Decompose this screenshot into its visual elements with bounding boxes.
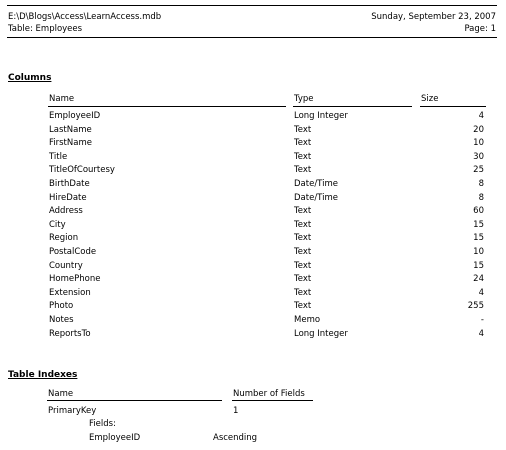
column-size-cell: 25 [473, 165, 484, 175]
column-type-cell: Long Integer [294, 111, 348, 121]
column-type-cell: Text [294, 233, 312, 243]
column-size-cell: 60 [473, 206, 484, 216]
index-field-name: EmployeeID [89, 433, 141, 443]
column-size-cell: 10 [473, 138, 484, 148]
column-type-cell: Text [294, 274, 312, 284]
column-size-cell: 4 [478, 288, 484, 298]
column-size-cell: - [480, 315, 484, 325]
column-type-cell: Text [294, 152, 312, 162]
indexes-section-title: Table Indexes [8, 370, 78, 380]
column-type-cell: Date/Time [294, 179, 338, 189]
index-field-order: Ascending [213, 433, 258, 443]
page-number: Page: 1 [464, 24, 496, 34]
column-size-cell: 4 [478, 329, 484, 339]
column-name-cell: BirthDate [49, 179, 90, 189]
column-name-cell: Title [49, 152, 68, 162]
column-size-cell: 24 [473, 274, 484, 284]
table-name: Table: Employees [8, 24, 83, 34]
database-path: E:\D\Blogs\Access\LearnAccess.mdb [8, 12, 162, 22]
index-name: PrimaryKey [48, 406, 97, 416]
column-name-cell: Country [49, 261, 83, 271]
column-size-cell: 15 [473, 220, 484, 230]
column-type-cell: Text [294, 288, 312, 298]
column-type-cell: Text [294, 125, 312, 135]
column-type-cell: Text [294, 220, 312, 230]
columns-section-title: Columns [8, 73, 52, 83]
indexes-header-name: Name [48, 389, 74, 399]
indexes-header-fields: Number of Fields [233, 389, 305, 399]
column-type-cell: Date/Time [294, 193, 338, 203]
column-size-cell: 30 [473, 152, 484, 162]
column-name-cell: EmployeeID [49, 111, 101, 121]
column-size-cell: 10 [473, 247, 484, 257]
column-size-cell: 20 [473, 125, 484, 135]
column-name-cell: City [49, 220, 66, 230]
column-size-cell: 8 [478, 179, 484, 189]
column-type-cell: Text [294, 206, 312, 216]
column-size-cell: 4 [478, 111, 484, 121]
columns-header-name: Name [49, 94, 75, 104]
columns-header-rule-name [48, 106, 286, 107]
column-type-cell: Memo [294, 315, 321, 325]
header-bottom-rule [7, 37, 497, 38]
column-type-cell: Text [294, 165, 312, 175]
column-name-cell: FirstName [49, 138, 92, 148]
column-type-cell: Long Integer [294, 329, 348, 339]
index-fields-label: Fields: [89, 419, 116, 429]
column-name-cell: Notes [49, 315, 74, 325]
indexes-header-rule-name [47, 400, 222, 401]
column-type-cell: Text [294, 138, 312, 148]
column-type-cell: Text [294, 301, 312, 311]
columns-header-rule-type [293, 106, 412, 107]
column-size-cell: 255 [467, 301, 484, 311]
columns-header-rule-size [420, 106, 486, 107]
column-type-cell: Text [294, 247, 312, 257]
column-name-cell: LastName [49, 125, 92, 135]
report-date: Sunday, September 23, 2007 [371, 12, 496, 22]
columns-header-size: Size [421, 94, 439, 104]
column-name-cell: Extension [49, 288, 91, 298]
column-name-cell: HomePhone [49, 274, 101, 284]
column-name-cell: ReportsTo [49, 329, 91, 339]
column-name-cell: Region [49, 233, 79, 243]
column-name-cell: Address [49, 206, 83, 216]
column-size-cell: 15 [473, 233, 484, 243]
index-field-count: 1 [233, 406, 239, 416]
columns-header-type: Type [294, 94, 314, 104]
column-size-cell: 15 [473, 261, 484, 271]
column-name-cell: Photo [49, 301, 74, 311]
column-name-cell: HireDate [49, 193, 87, 203]
column-type-cell: Text [294, 261, 312, 271]
indexes-header-rule-fields [232, 400, 313, 401]
column-name-cell: TitleOfCourtesy [49, 165, 115, 175]
header-top-rule [7, 5, 497, 6]
column-name-cell: PostalCode [49, 247, 97, 257]
column-size-cell: 8 [478, 193, 484, 203]
